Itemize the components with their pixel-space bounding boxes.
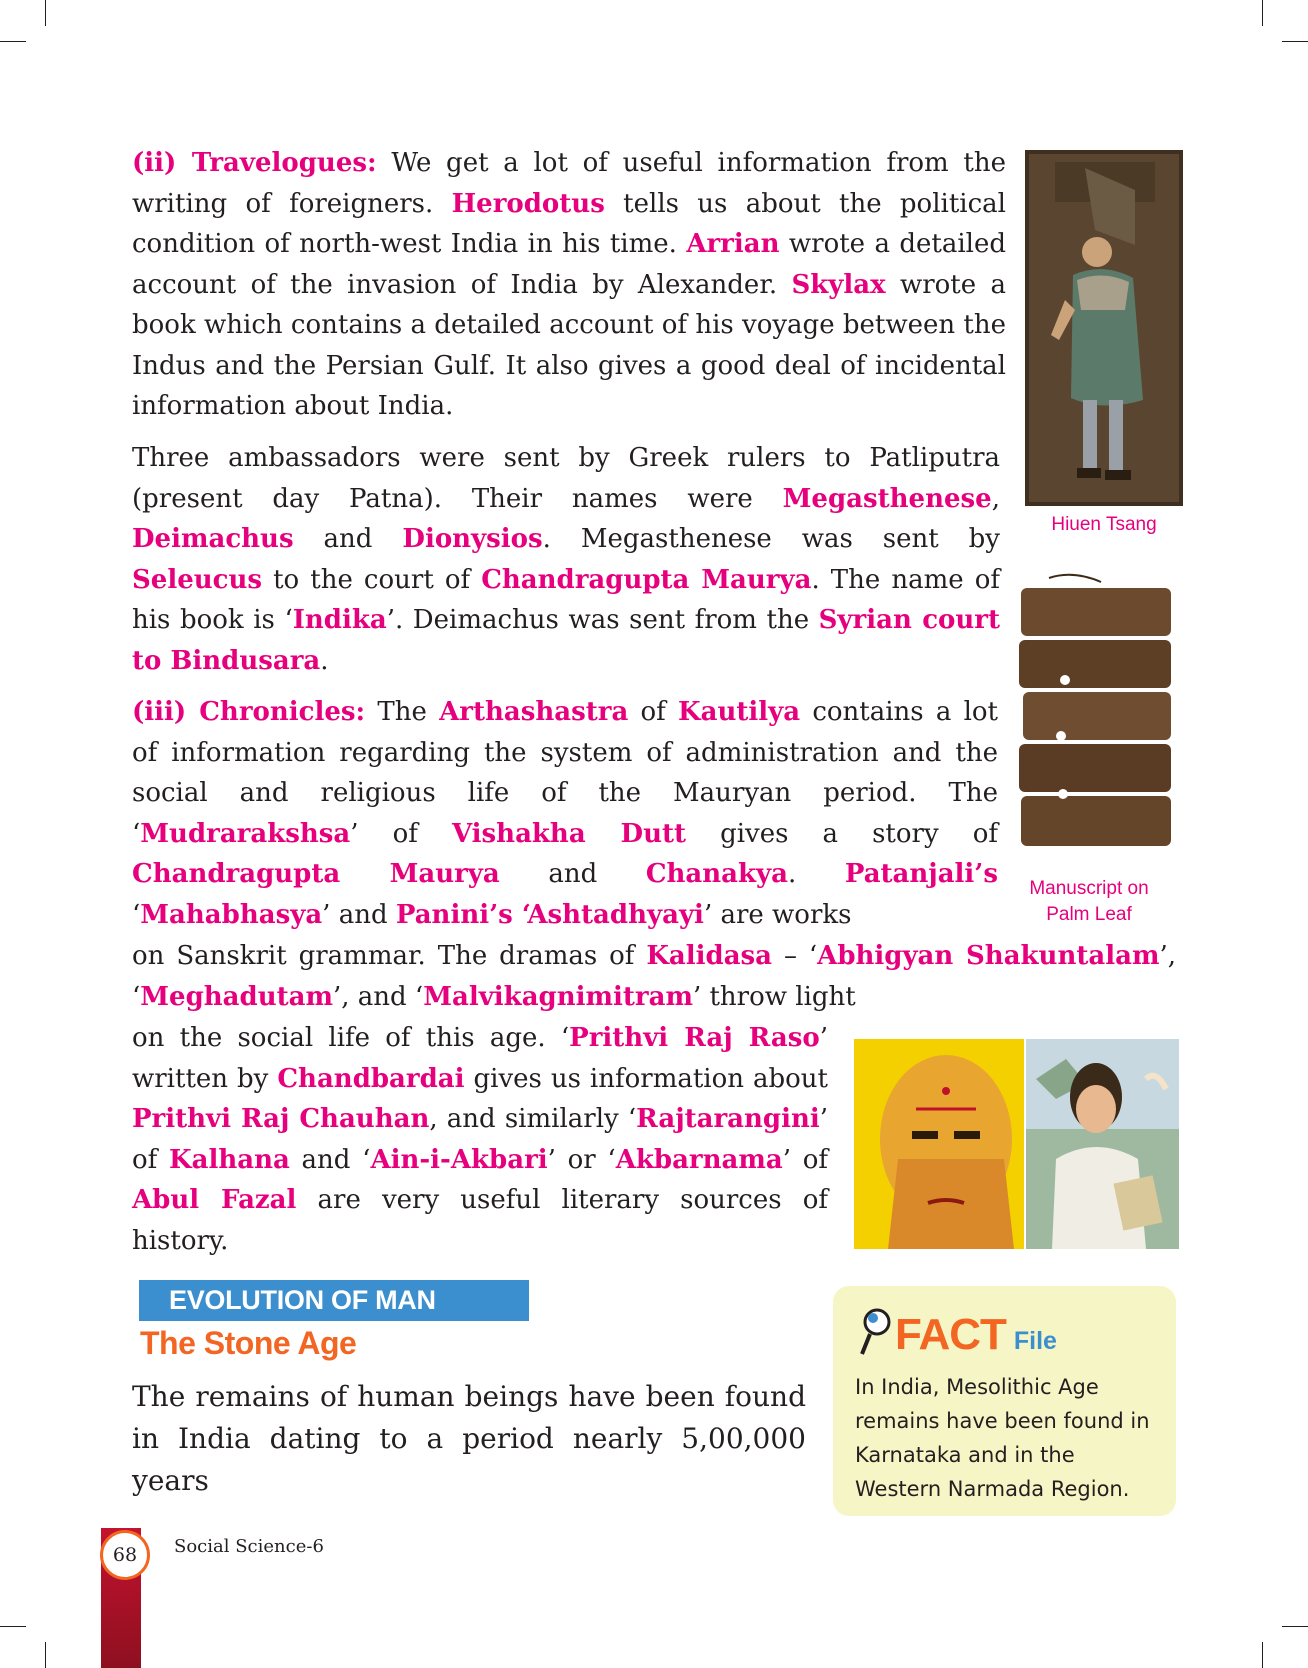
term-mahabhasya: Mahabhasya <box>140 899 323 930</box>
text: ’. Deimachus was sent from the <box>386 605 819 635</box>
fact-label: FACT <box>895 1310 1006 1359</box>
term-chandragupta: Chandragupta Maurya <box>132 859 500 889</box>
text: ’ of <box>782 1144 828 1175</box>
term-vishakha-dutt: Vishakha Dutt <box>451 818 687 849</box>
text: ’, ‘ <box>132 941 1176 1012</box>
chanakya-portrait <box>854 1039 1024 1249</box>
term-herodotus: Herodotus <box>451 188 605 219</box>
text: . Megasthenese was sent by <box>542 524 1000 554</box>
text: . The name of his book is ‘ <box>132 564 1000 635</box>
text: ’ of <box>350 818 452 849</box>
term-chandbardai: Chandbardai <box>277 1063 465 1094</box>
text: on the social life of this age. ‘ <box>132 1023 570 1053</box>
chronicles-literary-sources <box>132 1018 828 1261</box>
fact-file-box <box>833 1286 1176 1516</box>
term-panini: Panini’s ‘Ashtadhyayi <box>395 899 704 930</box>
text: . <box>787 859 845 889</box>
stone-age-paragraph <box>132 1376 806 1502</box>
fact-file-text: In India, Mesolithic Age remains have been found in Karnataka and in the Western Narmada Region. <box>855 1375 1150 1501</box>
crop-mark <box>1262 1642 1263 1668</box>
text: ’ and <box>322 899 396 930</box>
text: and ‘ <box>289 1144 371 1175</box>
manuscript-caption <box>1005 876 1173 928</box>
file-label: File <box>1013 1327 1057 1355</box>
term-seleucus: Seleucus <box>132 564 263 595</box>
caption-line: Palm Leaf <box>1046 904 1132 925</box>
term-prithvi-raj-raso: Prithvi Raj Raso <box>569 1023 820 1053</box>
term-chanakya: Chanakya <box>645 859 788 889</box>
text: ’, and ‘ <box>332 981 424 1012</box>
term-indika: Indika <box>292 605 387 635</box>
term-arrian: Arrian <box>686 229 780 259</box>
text: wrote a detailed account of the invasion of India by Alexander. <box>132 229 1006 300</box>
crop-mark <box>0 1626 26 1627</box>
text: , and similarly ‘ <box>429 1104 637 1134</box>
crop-mark <box>45 1642 46 1668</box>
crop-mark <box>0 41 26 42</box>
chronicles-paragraph <box>132 692 998 935</box>
text: tells us about the political condition of north-west India in his time. <box>132 188 1006 259</box>
text: We get a lot of useful information from the writing of foreigners. <box>132 148 1006 219</box>
term-prithvi-raj-chauhan: Prithvi Raj Chauhan <box>132 1104 430 1134</box>
term-arthashastra: Arthashastra <box>439 697 629 727</box>
text: , <box>991 483 1000 514</box>
term-deimachus: Deimachus <box>132 524 294 554</box>
term-akbarnama: Akbarnama <box>615 1144 783 1175</box>
text: The remains of human beings have been found in India dating to a period nearly 5,00,000 years <box>132 1380 806 1497</box>
fact-file-title <box>895 1310 1057 1360</box>
term-malvikagnimitram: Malvikagnimitram <box>423 981 693 1012</box>
term-abhigyan-shakuntalam: Abhigyan Shakuntalam <box>817 941 1160 971</box>
term-syrian-court: Syrian court to Bindusara <box>132 605 1000 676</box>
text: – ‘ <box>772 941 818 971</box>
hiuen-tsang-caption: Hiuen Tsang <box>1051 514 1157 535</box>
crop-mark <box>1262 0 1263 26</box>
term-mudrarakshsa: Mudrarakshsa <box>140 818 351 849</box>
term-chandragupta: Chandragupta Maurya <box>481 564 812 595</box>
travelogues-paragraph <box>132 143 1006 427</box>
crop-mark <box>1282 1626 1308 1627</box>
crop-mark <box>45 0 46 26</box>
page-number: 68 <box>100 1530 150 1580</box>
text: ‘ <box>132 899 141 930</box>
term-ain-i-akbari: Ain-i-Akbari <box>370 1144 548 1175</box>
text: contains a lot of information regarding the system of administration and the social and religious life of the Mauryan period. The ‘ <box>132 697 998 849</box>
text: wrote a book which contains a detailed account of his voyage between the Indus and the Persian Gulf. It also gives a good deal of incidental information about India. <box>132 269 1006 421</box>
text: ’ written by <box>132 1023 828 1094</box>
text: ’ or ‘ <box>547 1144 616 1175</box>
term-kautilya: Kautilya <box>678 697 801 727</box>
caption-line: Manuscript on <box>1029 878 1149 899</box>
text: gives us information about <box>464 1063 828 1094</box>
chronicles-continuation <box>132 936 1176 1017</box>
term-megasthenese: Megasthenese <box>782 483 992 514</box>
text: to the court of <box>262 564 482 595</box>
text: gives a story of <box>686 818 998 849</box>
term-rajtarangini: Rajtarangini <box>636 1104 820 1134</box>
text: The <box>365 697 440 727</box>
text: are very useful literary sources of history. <box>132 1185 828 1256</box>
crop-mark <box>1282 41 1308 42</box>
book-title: Social Science-6 <box>174 1536 324 1557</box>
subheading-stone-age: The Stone Age <box>140 1325 357 1361</box>
text: and <box>293 524 403 554</box>
travelogues-heading: (ii) Travelogues: <box>132 148 377 178</box>
term-dionysios: Dionysios <box>402 524 543 554</box>
ambassadors-paragraph <box>132 438 1000 681</box>
text: ’ of <box>132 1104 829 1175</box>
term-meghadutam: Meghadutam <box>140 981 333 1012</box>
magnifier-icon <box>857 1306 893 1366</box>
section-heading-evolution: EVOLUTION OF MAN <box>139 1280 529 1321</box>
term-skylax: Skylax <box>791 269 886 300</box>
kalidasa-portrait <box>1026 1039 1179 1249</box>
text: ’ are works <box>703 899 852 930</box>
text: of <box>628 697 679 727</box>
term-abul-fazal: Abul Fazal <box>132 1185 297 1215</box>
term-patanjali: Patanjali’s <box>844 859 998 889</box>
text: on Sanskrit grammar. The dramas of <box>132 941 647 971</box>
palm-leaf-manuscript <box>1013 568 1173 868</box>
text: . <box>320 645 329 676</box>
text: Three ambassadors were sent by Greek rulers to Patliputra (present day Patna). Their names were <box>132 443 1000 514</box>
term-kalidasa: Kalidasa <box>646 941 773 971</box>
chronicles-heading: (iii) Chronicles: <box>132 697 366 727</box>
text: and <box>499 859 646 889</box>
term-kalhana: Kalhana <box>169 1144 290 1175</box>
text: ’ throw light <box>692 981 856 1012</box>
hiuen-tsang-painting <box>1025 150 1183 506</box>
